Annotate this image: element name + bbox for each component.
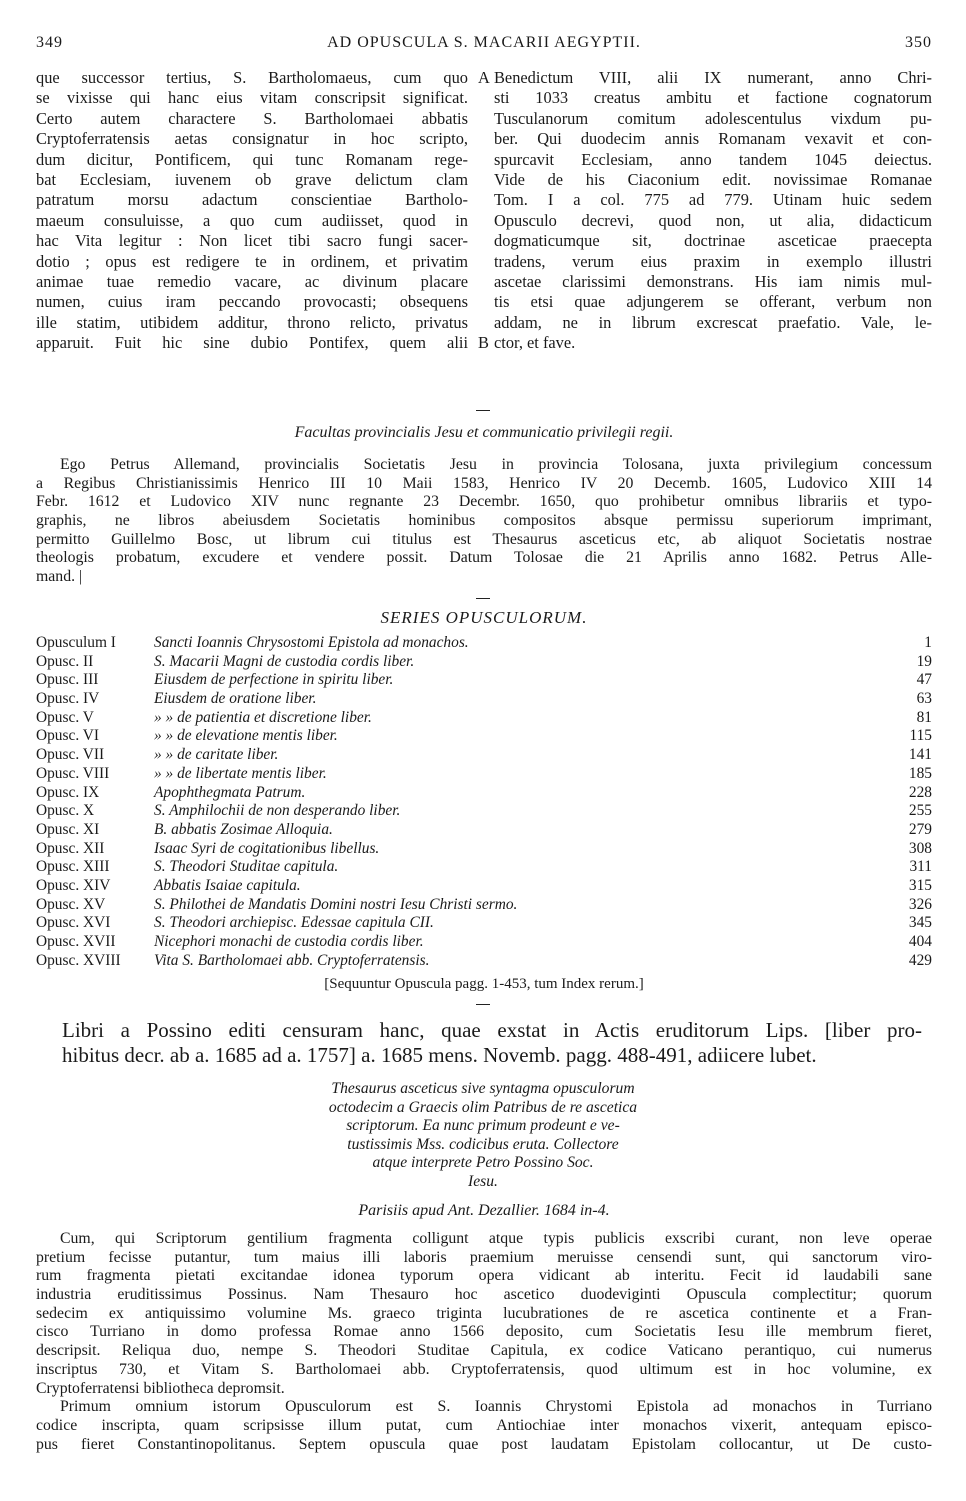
section-divider [476,598,490,599]
toc-page: 81 [916,708,932,726]
text-line: patratum morsu adactum conscientiae Bartholo- [36,190,468,210]
text-line: apparuit. Fuit hic sine dubio Pontifex, quem alii [36,333,468,353]
text-line: ascetae clarissimi demonstrans. His iam nimis mul- [494,271,932,291]
text-line: dum dicitur, Pontificem, qui tunc Romanam rege- [36,149,468,169]
text-line: sti 1033 creatus ambitu et factione cognatorum [494,88,932,108]
toc-page: 315 [908,876,932,894]
text-line: a Regibus Christianissimis Henrico III 10 Maii 1583, Henrico IV 20 Decemb. 1605, Ludovico XIII 14 [36,474,932,492]
toc-row [36,914,932,933]
text-line: Primum omnium istorum Opusculorum est S. Ioannis Chrystomi Epistola ad monachos in Turriano [60,1398,932,1416]
toc-page: 429 [908,951,932,969]
toc-label: Opusc. VII [36,746,105,764]
toc-page: 115 [909,727,932,745]
text-line: tustissimis Mss. codicibus eruta. Collectore [347,1135,619,1153]
column-right [494,68,932,353]
sequuntur-note: [Sequuntur Opuscula pagg. 1-453, tum Index rerum.] [324,976,644,992]
text-line: ille statim, utibidem additur, throno relicto, privatus [36,312,468,332]
toc-label: Opusc. III [36,671,99,689]
text-line: animae tuae remedio vacare, ac divinum placare [36,271,468,291]
toc-row [36,952,932,971]
toc-row [36,634,932,653]
text-line: industria eruditissimus Possinus. Nam Thesauro hoc ascetico duodeviginti Opuscula complectitur; quorum [36,1286,932,1304]
text-line: Tusculanorum comitum adolescentulus vixdum pu- [494,108,932,128]
section-divider [476,410,490,411]
margin-marker-a: A [478,68,490,87]
text-line: tradens, verum eius praxim in exemplo illustri [494,251,932,271]
text-line: Thesaurus asceticus sive syntagma opusculorum [331,1080,635,1097]
toc-title: S. Macarii Magni de custodia cordis liber. [154,652,415,670]
text-line: Cryptoferratensis aetas consignatur in hoc scripto, [36,129,468,149]
text-line: se vixisse qui hanc eius vitam conscripsit significat. [36,88,468,108]
toc-title: S. Theodori Studitae capitula. [154,858,339,876]
book-title-block [260,1080,706,1192]
toc-row [36,840,932,859]
text-line: pus fieret Constantinopolitanus. Septem opuscula quae post laudatam Epistolam collocantur, ut De custo- [36,1435,932,1453]
toc-row [36,653,932,672]
text-line: Febr. 1612 et Ludovico XIV nunc regnante 23 Decembr. 1650, quo prohibetur omnibus librariis et typo- [36,493,932,511]
series-heading: SERIES OPUSCULORUM. [380,608,588,627]
text-line: Tom. I a col. 775 ad 779. Utinam huic sedem [494,190,932,210]
text-line: codice inscripta, quam scripsisse illum putat, cum Antiochiae inter monachos vixerit, antequam episco- [36,1416,932,1434]
text-line: que successor tertius, S. Bartholomaeus, cum quo [36,68,468,87]
toc-title: » » de libertate mentis liber. [154,764,327,782]
text-line: tis etsi quae adjungerem se offerant, verbum non [494,292,932,312]
text-line: addam, ne in librum excrescat praefatio. Vale, le- [494,312,932,332]
text-line: pretium fecisse putantur, tum maius illi laboris praemium meruisse censendi sunt, qui sanctorum viro- [36,1248,932,1266]
toc-title: S. Amphilochii de non desperando liber. [154,802,401,820]
toc-title: Eiusdem de oratione liber. [154,690,317,708]
text-line: atque interprete Petro Possino Soc. [372,1154,594,1172]
text-line: hac Vita legitur : Non licet tibi sacro fungi sacer- [36,231,468,251]
toc-label: Opusc. IV [36,690,100,708]
toc-row [36,896,932,915]
text-line: numen, cuius iram peccando provocasti; obsequens [36,292,468,312]
text-line: Libri a Possino editi censuram hanc, quae exstat in Actis eruditorum Lips. [liber pro- [62,1018,922,1042]
toc-row [36,821,932,840]
page-number-left: 349 [36,34,63,51]
toc-row [36,877,932,896]
toc-title: Abbatis Isaiae capitula. [154,876,301,894]
text-line: sedecim ex antiquissimo volumine Ms. graeco triginta lucubrationes de re ascetica continente et a Fran- [36,1304,932,1322]
text-line: mand. | [36,568,83,586]
toc-row [36,858,932,877]
text-line: rum fragmenta pietati excitandae idonea typorum opera vidicant ab interitu. Fecit id laudabili sane [36,1267,932,1285]
toc-title: » » de caritate liber. [154,746,279,764]
toc-title: Nicephori monachi de custodia cordis liber. [154,933,424,950]
toc-label: Opusc. XII [36,839,105,857]
toc-page: 228 [908,783,932,801]
text-line: spurcavit Ecclesiam, anno tandem 1045 deiectus. [494,149,932,169]
toc-page: 63 [916,690,932,708]
text-line: bat Ecclesiam, iuvenem ob grave delictum clam [36,169,468,189]
toc-page: 1 [924,634,932,651]
review-paragraph [36,1230,932,1454]
toc-page: 279 [908,820,932,838]
text-line: descripsit. Reliqua duo, nempe S. Theodori Studitae Capitula, ex codice Vaticano perantiquo, cui numerus [36,1342,932,1360]
toc-title: B. abbatis Zosimae Alloquia. [154,820,333,838]
toc-label: Opusculum I [36,634,116,651]
toc-label: Opusc. VI [36,727,99,745]
text-line: ctor, et fave. [494,333,576,353]
text-line: permitto Guillelmo Bosc, ut librum cui titulus est Thesaurus asceticus etc, ab aliquot Societatis nostrae [36,530,932,548]
text-line: ber. Qui duodecim annis Romanam vexavit et con- [494,129,932,149]
toc-title: S. Philothei de Mandatis Domini nostri Iesu Christi sermo. [154,895,518,913]
toc-label: Opusc. XI [36,820,100,838]
running-head [36,34,932,56]
text-line: graphis, ne libros abeiusdem Societatis hominibus compositos absque permissu superiorum imprimant, [36,512,932,530]
libri-paragraph [62,1018,922,1068]
text-line: dogmaticumque sit, doctrinae asceticae praecepta [494,231,932,251]
text-line: Benedictum VIII, alii IX numerant, anno Chri- [494,68,932,87]
text-line: Opusculo decrevi, quod non, ut alia, didacticum [494,210,932,230]
toc-label: Opusc. XIV [36,876,111,894]
toc-title: S. Theodori archiepisc. Edessae capitula CII. [154,914,434,932]
toc-title: Eiusdem de perfectione in spiritu liber. [154,671,394,689]
toc-page: 19 [916,652,932,670]
toc-row [36,784,932,803]
text-line: scriptorum. Ea nunc primum prodeunt e ve- [346,1117,620,1135]
toc-title: Isaac Syri de cogitationibus libellus. [154,839,380,857]
toc-label: Opusc. II [36,652,94,670]
toc-page: 311 [909,858,932,876]
text-line: Cryptoferratensi bibliotheca depromsit. [36,1379,285,1397]
toc-row [36,709,932,728]
running-title: AD OPUSCULA S. MACARII AEGYPTII. [327,34,641,51]
toc-page: 185 [908,764,932,782]
facultas-heading: Facultas provincialis Jesu et communicatio privilegii regii. [294,424,674,441]
text-line: Ego Petrus Allemand, provincialis Societatis Jesu in provincia Tolosana, juxta privilegium concessum [60,456,932,473]
toc-row [36,727,932,746]
text-line: hibitus decr. ab a. 1685 ad a. 1757] a. 1685 mens. Novemb. pagg. 488-491, adiicere lubet. [62,1043,817,1067]
column-left [36,68,468,353]
toc-row [36,746,932,765]
toc-label: Opusc. VIII [36,764,110,782]
toc-label: Opusc. X [36,802,95,820]
two-column-text [36,68,932,398]
section-divider [476,1004,490,1005]
toc-row [36,671,932,690]
toc-label: Opusc. V [36,708,94,726]
toc-title: » » de patientia et discretione liber. [154,708,372,726]
toc-title: Vita S. Bartholomaei abb. Cryptoferratensis. [154,951,430,969]
text-line: maeum consuluisse, a quo cum audiisset, quod in [36,210,468,230]
toc-title: Sancti Ioannis Chrysostomi Epistola ad monachos. [154,634,469,651]
toc-page: 326 [908,895,932,913]
text-line: dotio ; opus est redigere te in ordinem, et privatim [36,251,468,271]
toc-page: 47 [916,671,932,689]
toc-page: 255 [908,802,932,820]
margin-marker-b: B [478,333,489,352]
toc-title: » » de elevatione mentis liber. [154,727,338,745]
toc-title: Apophthegmata Patrum. [154,783,306,801]
text-line: theologis probatum, excudere et vendere possit. Datum Tolosae die 21 Aprilis anno 1682. Petrus Alle- [36,549,932,567]
toc-row [36,765,932,784]
page-number-right: 350 [905,34,932,51]
toc-page: 404 [908,933,932,950]
toc-label: Opusc. XVI [36,914,111,932]
facultas-paragraph [36,456,932,587]
toc-page: 308 [908,839,932,857]
toc-label: Opusc. XVIII [36,951,121,969]
toc-label: Opusc. IX [36,783,100,801]
toc-label: Opusc. XVII [36,933,116,950]
toc-page: 141 [908,746,932,764]
text-line: Iesu. [468,1172,498,1190]
toc-row [36,802,932,821]
text-line: Cum, qui Scriptorum gentilium fragmenta colligunt atque typis publicis exscribi curant, non leve operae [60,1230,932,1247]
toc-label: Opusc. XV [36,895,106,913]
table-of-contents [36,634,932,970]
toc-row [36,690,932,709]
toc-page: 345 [908,914,932,932]
toc-label: Opusc. XIII [36,858,110,876]
text-line: cisco Turriano in domo professa Romae anno 1566 deposito, cum Societatis Iesu ille membrum fieret, [36,1323,932,1341]
text-line: inscriptus 730, et Vitam S. Bartholomaei abb. Cryptoferratensis, quod ultimum est in hoc volumine, ex [36,1360,932,1378]
imprint-line: Parisiis apud Ant. Dezallier. 1684 in-4. [358,1202,610,1219]
text-line: Vide de his Ciaconium edit. novissimae Romanae [494,169,932,189]
toc-row [36,933,932,952]
text-line: octodecim a Graecis olim Patribus de re ascetica [328,1098,638,1116]
text-line: Certo autem charactere S. Bartholomaei abbatis [36,108,468,128]
